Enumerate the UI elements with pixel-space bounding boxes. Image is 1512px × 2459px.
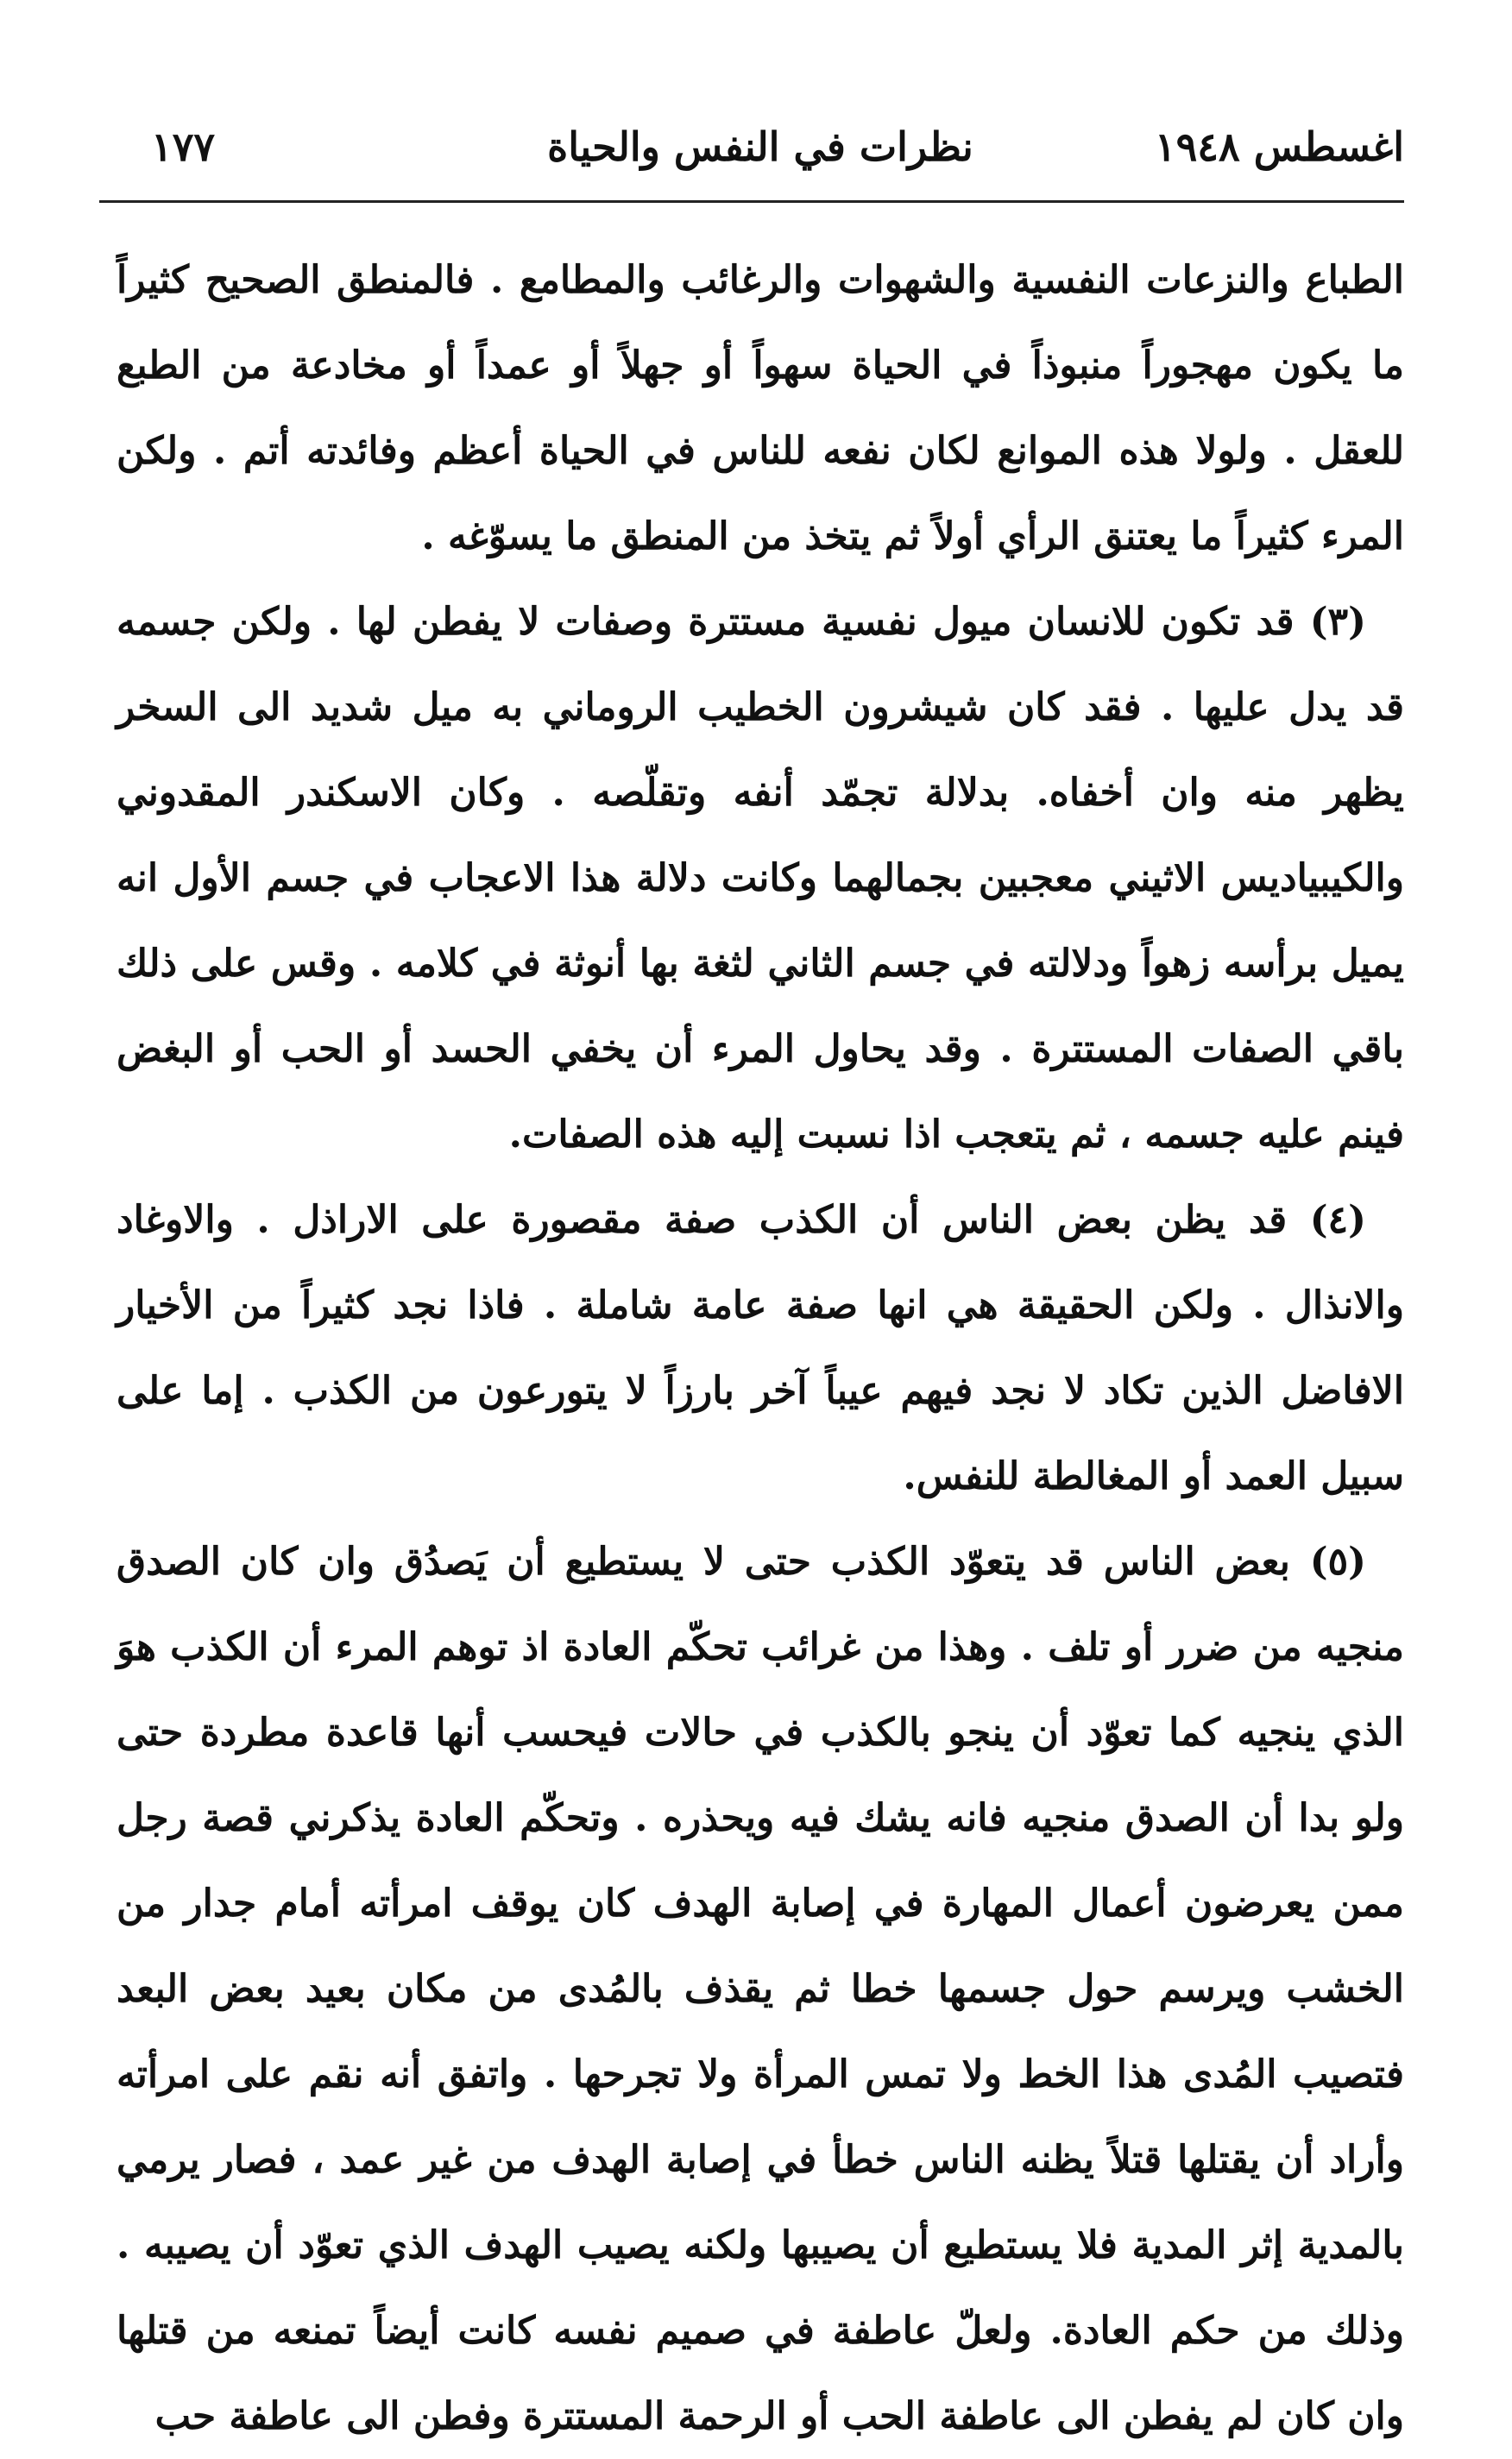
paragraph-continuation: الطباع والنزعات النفسية والشهوات والرغائب والمطامع . فالمنطق الصحيح كثيراً ما يكون مهجوراً منبوذاً في الحياة سهواً أو جهلاً أو عمداً أو مخادعة من الطبع للعقل . ولولا هذه الموانع لكان نفعه للناس في الحياة أعظم وفائدته أتم . ولكن المرء كثيراً ما يعتنق الرأي أولاً ثم يتخذ من المنطق ما يسوّغه . (117, 258, 1405, 558)
header-divider (99, 200, 1404, 203)
page-header (117, 112, 1404, 181)
header-date: اغسطس ١٩٤٨ (1154, 123, 1404, 170)
header-title: نظرات في النفس والحياة (547, 123, 973, 170)
paragraph-4: (٤) قد يظن بعض الناس أن الكذب صفة مقصورة على الاراذل . والاوغاد والانذال . ولكن الحقيقة هي انها صفة عامة شاملة . فاذا نجد كثيراً من الأخيار الافاضل الذين تكاد لا نجد فيهم عيباً آخر بارزاً لا يتورعون من الكذب . إما على سبيل العمد أو المغالطة للنفس. (117, 1198, 1404, 1498)
paragraph-3: (٣) قد تكون للانسان ميول نفسية مستترة وصفات لا يفطن لها . ولكن جسمه قد يدل عليها . فقد كان شيشرون الخطيب الروماني به ميل شديد الى السخر يظهر منه وان أخفاه. بدلالة تجمّد أنفه وتقلّصه . وكان الاسكندر المقدوني والكيبياديس الاثيني معجبين بجمالهما وكانت دلالة هذا الاعجاب في جسم الأول انه يميل برأسه زهواً ودلالته في جسم الثاني لثغة بها أنوثة في كلامه . وقس على ذلك باقي الصفات المستترة . وقد يحاول المرء أن يخفي الحسد أو الحب أو البغض فينم عليه جسمه ، ثم يتعجب اذا نسبت إليه هذه الصفات. (117, 600, 1404, 1157)
paragraph-5: (٥) بعض الناس قد يتعوّد الكذب حتى لا يستطيع أن يَصدُق وان كان الصدق منجيه من ضرر أو تلف . وهذا من غرائب تحكّم العادة اذ توهم المرء أن الكذب هوَ الذي ينجيه كما تعوّد أن ينجو بالكذب في حالات فيحسب أنها قاعدة مطردة حتى ولو بدا أن الصدق منجيه فانه يشك فيه ويحذره . وتحكّم العادة يذكرني قصة رجل ممن يعرضون أعمال المهارة في إصابة الهدف كان يوقف امرأته أمام جدار من الخشب ويرسم حول جسمها خطا ثم يقذف بالمُدى من مكان بعيد بعض البعد فتصيب المُدى هذا الخط ولا تمس المرأة ولا تجرحها . واتفق أنه نقم على امرأته وأراد أن يقتلها قتلاً يظنه الناس خطأ في إصابة الهدف من غير عمد ، فصار يرمي بالمدية إثر المدية فلا يستطيع أن يصيبها ولكنه يصيب الهدف الذي تعوّد أن يصيبه . وذلك من حكم العادة. ولعلّ عاطفة في صميم نفسه كانت أيضاً تمنعه من قتلها وان كان لم يفطن الى عاطفة الحب أو الرحمة المستترة وفطن الى عاطفة حب (117, 1540, 1404, 2438)
page-number: ١٧٧ (151, 123, 216, 170)
page-body (117, 237, 1404, 2459)
